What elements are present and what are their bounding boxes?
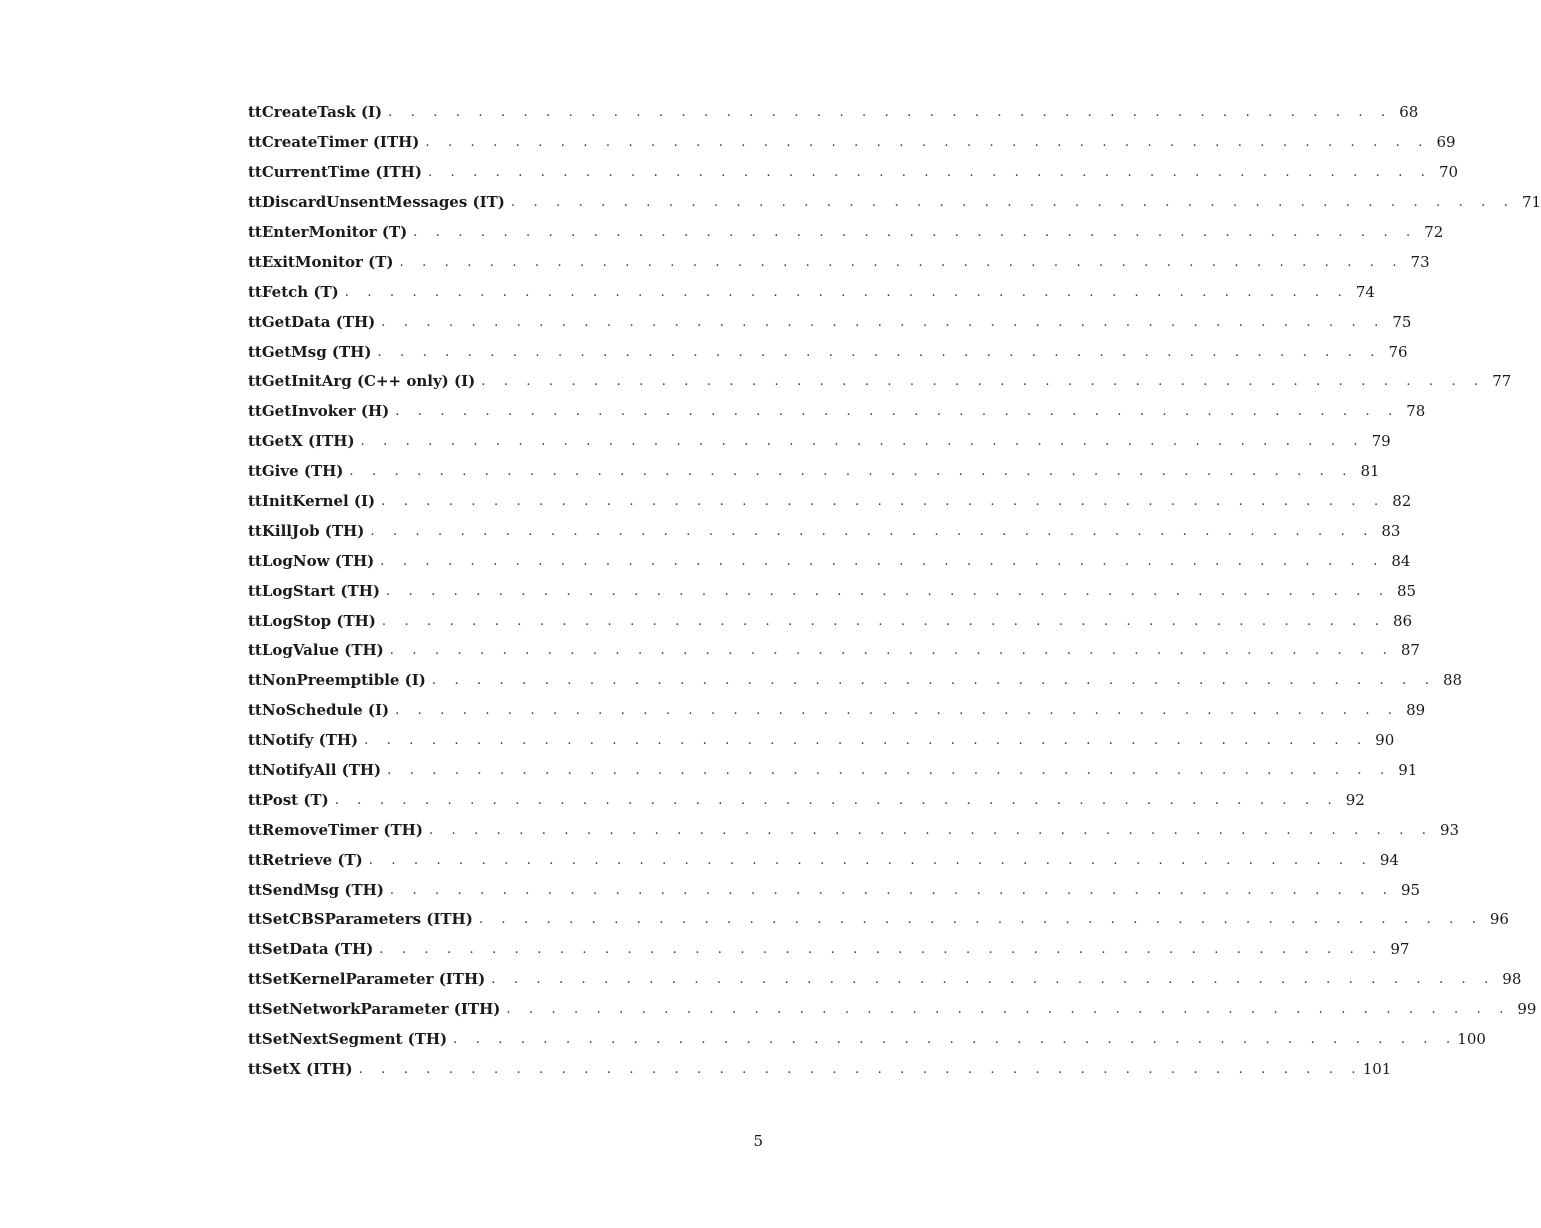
toc-entry-title: ttCreateTask (I) — [248, 103, 383, 122]
toc-entry-page: 74 — [1355, 282, 1375, 301]
dot-leader: . . . . . . . . . . . . . . . . . . . . . . . . . . . . . . . . . . . . . . . . . . . . . — [395, 404, 1400, 420]
toc-entry[interactable] — [248, 158, 1459, 188]
toc-entry-title: ttDiscardUnsentMessages (IT) — [248, 193, 505, 212]
toc-entry-page: 100 — [1457, 1030, 1486, 1049]
dot-leader: . . . . . . . . . . . . . . . . . . . . . . . . . . . . . . . . . . . . . . . . . . . . . — [368, 852, 1373, 868]
dot-leader: . . . . . . . . . . . . . . . . . . . . . . . . . . . . . . . . . . . . . . . . . . . . . — [481, 374, 1486, 390]
toc-entry-page: 98 — [1502, 970, 1522, 989]
toc-entry[interactable] — [248, 427, 1391, 457]
toc-entry-title: ttRetrieve (T) — [248, 850, 363, 869]
toc-entry-title: ttSetNextSegment (TH) — [248, 1030, 448, 1049]
toc-entry-page: 91 — [1398, 761, 1418, 780]
dot-leader: . . . . . . . . . . . . . . . . . . . . . . . . . . . . . . . . . . . . . . . . . . . . . — [387, 763, 1392, 779]
page-number: 5 — [753, 1132, 763, 1150]
toc-entry[interactable] — [248, 1055, 1392, 1085]
toc-entry-title: ttGetMsg (TH) — [248, 342, 372, 361]
toc-entry-page: 88 — [1442, 671, 1463, 690]
toc-entry-page: 99 — [1517, 1000, 1537, 1019]
toc-entry-title: ttRemoveTimer (TH) — [248, 820, 423, 839]
dot-leader: . . . . . . . . . . . . . . . . . . . . . . . . . . . . . . . . . . . . . . . . . . . . . — [385, 583, 1391, 599]
toc-entry-title: ttCurrentTime (ITH) — [248, 163, 422, 182]
toc-entry-page: 90 — [1375, 731, 1395, 750]
toc-entry[interactable] — [248, 905, 1509, 935]
toc-entry-title: ttEnterMonitor (T) — [248, 223, 408, 241]
toc-entry[interactable] — [248, 337, 1408, 367]
toc-entry-page: 77 — [1492, 372, 1512, 391]
toc-entry[interactable] — [248, 546, 1411, 576]
toc-entry[interactable] — [248, 1025, 1486, 1055]
dot-leader: . . . . . . . . . . . . . . . . . . . . . . . . . . . . . . . . . . . . . . . . . . . . . — [358, 1061, 1363, 1077]
toc-entry[interactable] — [248, 367, 1512, 397]
toc-entry[interactable] — [248, 606, 1413, 636]
toc-entry[interactable] — [248, 128, 1456, 158]
dot-leader: . . . . . . . . . . . . . . . . . . . . . . . . . . . . . . . . . . . . . . . . . . . . . — [395, 703, 1400, 719]
dot-leader: . . . . . . . . . . . . . . . . . . . . . . . . . . . . . . . . . . . . . . . . . . . . . — [389, 882, 1395, 898]
dot-leader: . . . . . . . . . . . . . . . . . . . . . . . . . . . . . . . . . . . . . . . . . . . . . — [370, 523, 1375, 539]
toc-entry-title: ttGetX (ITH) — [248, 432, 355, 451]
dot-leader: . . . . . . . . . . . . . . . . . . . . . . . . . . . . . . . . . . . . . . . . . . . . . — [334, 792, 1339, 808]
toc-entry-title: ttSendMsg (TH) — [248, 880, 384, 899]
toc-entry-page: 93 — [1439, 820, 1460, 839]
toc-entry-page: 86 — [1392, 611, 1413, 630]
toc-entry[interactable] — [248, 995, 1537, 1025]
toc-entry-page: 83 — [1381, 521, 1401, 540]
toc-entry-title: ttGetInvoker (H) — [248, 402, 390, 421]
dot-leader: . . . . . . . . . . . . . . . . . . . . . . . . . . . . . . . . . . . . . . . . . . . . . — [349, 464, 1354, 480]
toc-entry[interactable] — [248, 247, 1430, 277]
toc-entry-title: ttNoSchedule (I) — [248, 701, 390, 720]
toc-entry[interactable] — [248, 277, 1375, 307]
dot-leader: . . . . . . . . . . . . . . . . . . . . . . . . . . . . . . . . . . . . . . . . . . . . . — [431, 673, 1437, 689]
dot-leader: . . . . . . . . . . . . . . . . . . . . . . . . . . . . . . . . . . . . . . . . . . . . . — [381, 613, 1387, 629]
toc-entry-page: 72 — [1424, 223, 1444, 241]
toc-entry[interactable] — [248, 98, 1419, 128]
toc-entry-page: 96 — [1489, 910, 1509, 929]
toc-entry-page: 69 — [1436, 133, 1456, 152]
toc-entry[interactable] — [248, 756, 1418, 786]
toc-entry-page: 89 — [1406, 701, 1426, 720]
toc-entry[interactable] — [248, 516, 1401, 546]
toc-entry-title: ttNotifyAll (TH) — [248, 761, 382, 780]
toc-entry-page: 73 — [1410, 252, 1430, 271]
dot-leader: . . . . . . . . . . . . . . . . . . . . . . . . . . . . . . . . . . . . . . . . . . . . . — [453, 1032, 1458, 1048]
toc-entry[interactable] — [248, 875, 1421, 905]
toc-entry-page: 79 — [1371, 432, 1391, 451]
dot-leader: . . . . . . . . . . . . . . . . . . . . . . . . . . . . . . . . . . . . . . . . . . . . . — [389, 643, 1394, 659]
toc-entry-title: ttNonPreemptible (I) — [248, 671, 426, 690]
dot-leader: . . . . . . . . . . . . . . . . . . . . . . . . . . . . . . . . . . . . . . . . . . . . . — [364, 733, 1369, 749]
dot-leader: . . . . . . . . . . . . . . . . . . . . . . . . . . . . . . . . . . . . . . . . . . . . . — [381, 494, 1386, 510]
toc-entry[interactable] — [248, 785, 1365, 815]
toc-entry-page: 82 — [1392, 492, 1412, 511]
dot-leader: . . . . . . . . . . . . . . . . . . . . . . . . . . . . . . . . . . . . . . . . . . . . . — [478, 912, 1483, 928]
table-of-contents — [248, 98, 1541, 1084]
dot-leader: . . . . . . . . . . . . . . . . . . . . . . . . . . . . . . . . . . . . . . . . . . . . . — [425, 135, 1430, 151]
dot-leader: . . . . . . . . . . . . . . . . . . . . . . . . . . . . . . . . . . . . . . . . . . . . . — [506, 1002, 1511, 1018]
toc-entry-title: ttSetX (ITH) — [248, 1059, 353, 1078]
toc-entry-page: 95 — [1400, 880, 1421, 899]
toc-entry[interactable] — [248, 965, 1522, 995]
dot-leader: . . . . . . . . . . . . . . . . . . . . . . . . . . . . . . . . . . . . . . . . . . . . . — [413, 225, 1418, 240]
toc-entry[interactable] — [248, 845, 1399, 875]
toc-entry-page: 87 — [1400, 641, 1420, 660]
toc-entry-title: ttSetNetworkParameter (ITH) — [248, 1000, 501, 1019]
dot-leader: . . . . . . . . . . . . . . . . . . . . . . . . . . . . . . . . . . . . . . . . . . . . . — [377, 344, 1382, 360]
toc-entry[interactable] — [248, 188, 1541, 218]
toc-entry-title: ttGetInitArg (C++ only) (I) — [248, 372, 476, 391]
toc-entry[interactable] — [248, 815, 1460, 845]
toc-entry[interactable] — [248, 487, 1412, 517]
dot-leader: . . . . . . . . . . . . . . . . . . . . . . . . . . . . . . . . . . . . . . . . . . . . . — [427, 165, 1433, 181]
toc-entry[interactable] — [248, 666, 1463, 696]
toc-entry-page: 68 — [1399, 103, 1419, 122]
toc-entry-title: ttLogValue (TH) — [248, 641, 384, 660]
toc-entry-title: ttGetData (TH) — [248, 312, 376, 331]
toc-entry-page: 92 — [1345, 790, 1365, 809]
toc-entry-title: ttNotify (TH) — [248, 731, 359, 750]
dot-leader: . . . . . . . . . . . . . . . . . . . . . . . . . . . . . . . . . . . . . . . . . . . . . — [491, 972, 1496, 988]
toc-entry-title: ttLogNow (TH) — [248, 551, 375, 570]
dot-leader: . . . . . . . . . . . . . . . . . . . . . . . . . . . . . . . . . . . . . . . . . . . . . — [388, 105, 1393, 121]
dot-leader: . . . . . . . . . . . . . . . . . . . . . . . . . . . . . . . . . . . . . . . . . . . . . — [399, 254, 1404, 270]
toc-entry-title: ttFetch (T) — [248, 282, 339, 301]
toc-entry-page: 70 — [1438, 163, 1459, 182]
toc-entry-title: ttInitKernel (I) — [248, 492, 376, 511]
toc-entry-title: ttSetData (TH) — [248, 940, 374, 959]
dot-leader: . . . . . . . . . . . . . . . . . . . . . . . . . . . . . . . . . . . . . . . . . . . . . — [379, 942, 1384, 958]
dot-leader: . . . . . . . . . . . . . . . . . . . . . . . . . . . . . . . . . . . . . . . . . . . . . — [428, 822, 1434, 838]
toc-entry[interactable] — [248, 726, 1395, 756]
toc-entry-title: ttSetCBSParameters (ITH) — [248, 910, 473, 929]
toc-entry-page: 76 — [1388, 342, 1408, 361]
dot-leader: . . . . . . . . . . . . . . . . . . . . . . . . . . . . . . . . . . . . . . . . . . . . . — [510, 195, 1516, 211]
toc-entry[interactable] — [248, 218, 1444, 248]
toc-entry-page: 85 — [1397, 581, 1417, 600]
dot-leader: . . . . . . . . . . . . . . . . . . . . . . . . . . . . . . . . . . . . . . . . . . . . . — [380, 553, 1385, 569]
toc-entry-page: 97 — [1390, 940, 1410, 959]
toc-entry-title: ttGive (TH) — [248, 462, 344, 481]
dot-leader: . . . . . . . . . . . . . . . . . . . . . . . . . . . . . . . . . . . . . . . . . . . . . — [344, 284, 1349, 300]
toc-entry[interactable] — [248, 457, 1380, 487]
toc-entry-page: 71 — [1521, 193, 1541, 212]
toc-entry[interactable] — [248, 636, 1420, 666]
toc-entry-page: 78 — [1406, 402, 1426, 421]
toc-entry-page: 94 — [1379, 850, 1399, 869]
toc-entry-page: 101 — [1362, 1059, 1392, 1078]
toc-entry-title: ttCreateTimer (ITH) — [248, 133, 420, 152]
dot-leader: . . . . . . . . . . . . . . . . . . . . . . . . . . . . . . . . . . . . . . . . . . . . . — [381, 314, 1386, 330]
toc-entry[interactable] — [248, 307, 1412, 337]
dot-leader: . . . . . . . . . . . . . . . . . . . . . . . . . . . . . . . . . . . . . . . . . . . . . — [360, 434, 1365, 450]
toc-entry-page: 84 — [1391, 551, 1411, 570]
toc-entry[interactable] — [248, 397, 1426, 427]
toc-entry[interactable] — [248, 696, 1426, 726]
toc-entry-title: ttKillJob (TH) — [248, 521, 365, 540]
toc-entry-title: ttSetKernelParameter (ITH) — [248, 970, 486, 989]
toc-entry-title: ttLogStop (TH) — [248, 611, 376, 630]
toc-entry-title: ttExitMonitor (T) — [248, 252, 394, 271]
toc-entry[interactable] — [248, 576, 1417, 606]
toc-entry-page: 75 — [1392, 312, 1412, 331]
toc-entry-title: ttLogStart (TH) — [248, 581, 380, 600]
toc-entry-page: 81 — [1360, 462, 1380, 481]
toc-entry[interactable] — [248, 935, 1410, 965]
toc-entry-title: ttPost (T) — [248, 790, 329, 809]
